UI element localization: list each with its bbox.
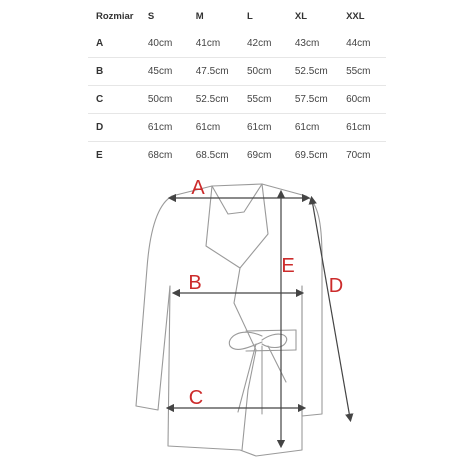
table-cell: 44cm bbox=[338, 30, 386, 58]
table-cell: 42cm bbox=[239, 30, 287, 58]
measure-label-a: A bbox=[191, 177, 205, 199]
row-label: A bbox=[88, 30, 140, 58]
table-header-row bbox=[88, 3, 386, 30]
table-cell: 68.5cm bbox=[195, 150, 229, 161]
table-cell: 50cm bbox=[140, 86, 188, 114]
table-cell: 43cm bbox=[287, 30, 338, 58]
header-cell-xl: XL bbox=[294, 11, 307, 22]
header-cell-s: S bbox=[147, 11, 155, 22]
row-label: E bbox=[96, 150, 103, 161]
table-row bbox=[88, 142, 386, 170]
table-row bbox=[88, 30, 386, 58]
table-cell: 60cm bbox=[338, 86, 386, 114]
table-cell: 52.5cm bbox=[287, 58, 338, 86]
table-cell: 68cm bbox=[147, 150, 173, 161]
measure-label-b: B bbox=[188, 272, 202, 294]
table-cell: 70cm bbox=[346, 150, 371, 161]
table-cell: 61cm bbox=[287, 114, 338, 142]
header-cell-m: M bbox=[195, 11, 204, 22]
measure-label-c: C bbox=[188, 387, 204, 409]
table-cell: 55cm bbox=[239, 86, 287, 114]
table-cell: 50cm bbox=[239, 58, 287, 86]
size-chart-table bbox=[88, 3, 386, 169]
table-cell: 52.5cm bbox=[188, 86, 239, 114]
table-row bbox=[88, 58, 386, 86]
row-label: C bbox=[88, 86, 140, 114]
table-cell: 55cm bbox=[338, 58, 386, 86]
table-cell: 40cm bbox=[140, 30, 188, 58]
header-cell-xxl: XXL bbox=[346, 11, 365, 22]
table-cell: 47.5cm bbox=[188, 58, 239, 86]
header-cell-size: Rozmiar bbox=[96, 11, 134, 22]
row-label: B bbox=[88, 58, 140, 86]
table-cell: 61cm bbox=[140, 114, 188, 142]
table-row bbox=[88, 86, 386, 114]
table-cell: 41cm bbox=[188, 30, 239, 58]
header-cell-l: L bbox=[246, 11, 253, 22]
jacket-outline bbox=[136, 184, 322, 456]
table-cell: 69cm bbox=[246, 150, 272, 161]
measure-line-d bbox=[312, 200, 350, 418]
table-cell: 57.5cm bbox=[287, 86, 338, 114]
measure-label-e: E bbox=[281, 255, 295, 277]
table-cell: 69.5cm bbox=[294, 150, 328, 161]
measure-label-d: D bbox=[328, 275, 344, 297]
table-cell: 45cm bbox=[140, 58, 188, 86]
table-cell: 61cm bbox=[239, 114, 287, 142]
jacket-measurement-diagram bbox=[0, 168, 470, 470]
table-row bbox=[88, 114, 386, 142]
table-cell: 61cm bbox=[188, 114, 239, 142]
row-label: D bbox=[88, 114, 140, 142]
table-cell: 61cm bbox=[338, 114, 386, 142]
